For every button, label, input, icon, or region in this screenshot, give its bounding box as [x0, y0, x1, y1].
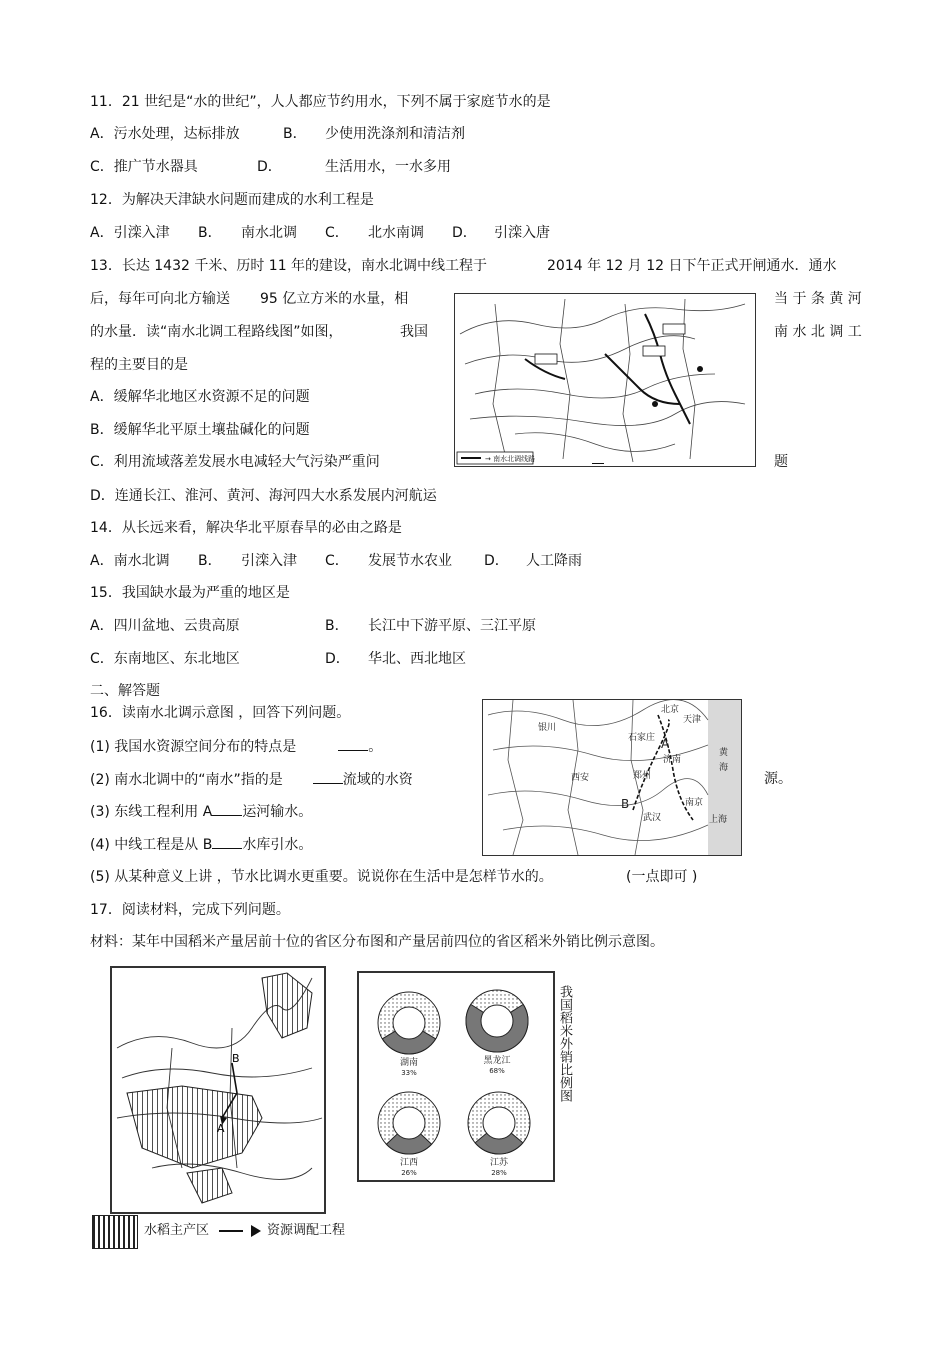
q13-option-a: A．缓解华北地区水资源不足的问题: [90, 389, 310, 405]
rice-map-label-a: A: [217, 1122, 225, 1135]
q14-option-a: A．南水北调: [90, 553, 170, 569]
q12-option-b-letter: B．: [198, 225, 222, 241]
q13-line4: 程的主要目的是: [90, 357, 188, 373]
donut-hole-1: [481, 1005, 513, 1037]
svg-text:天津: 天津: [683, 715, 702, 725]
q14-option-c-letter: C．: [325, 553, 349, 569]
q15-option-c: C．东南地区、东北地区: [90, 651, 240, 667]
q13-line2c: 当 于 条 黄 河: [774, 291, 862, 307]
q16-blank-1[interactable]: [338, 736, 368, 751]
q11-option-b: 少使用洗涤剂和清洁剂: [325, 126, 465, 142]
arrow-legend-line: [219, 1230, 243, 1232]
q17-material: 材料：某年中国稻米产量居前十位的省区分布图和产量居前四位的省区稻米外销比例示意图。: [90, 934, 664, 950]
q13-line3c: 南 水 北 调 工: [774, 324, 862, 340]
q11-option-d-letter: D．: [257, 159, 282, 175]
arrow-legend-text: 资源调配工程: [267, 1223, 346, 1238]
donut-hole-0: [393, 1007, 425, 1039]
map-legend-text: → 南水北调线路: [485, 455, 536, 463]
q13-option-b: B．缓解华北平原土壤盐碱化的问题: [90, 422, 310, 438]
donut-pct-2: 26%: [401, 1169, 417, 1177]
q13-line1: 13．长达 1432 千米、历时 11 年的建设，南水北调中线工程于: [90, 258, 488, 274]
rice-chart-side-title: 我国稻米外销比例图: [557, 985, 572, 1102]
q15-option-b: 长江中下游平原、三江平原: [368, 618, 536, 634]
map-underline: [592, 462, 604, 464]
q11-option-b-letter: B．: [283, 126, 307, 142]
q12-option-b: 南水北调: [241, 225, 297, 241]
donut-1: [466, 990, 528, 1075]
q13-line3b: 我国: [400, 324, 428, 340]
q12-option-c: 北水南调: [368, 225, 424, 241]
svg-text:黄: 黄: [719, 748, 729, 758]
q11-option-a: A．污水处理，达标排放: [90, 126, 240, 142]
svg-text:南京: 南京: [685, 798, 704, 808]
q12-option-d: 引滦入唐: [494, 225, 550, 241]
q15-option-a: A．四川盆地、云贵高原: [90, 618, 240, 634]
q16-part2: (2) 南水北调中的“南水”指的是 流域的水资: [90, 769, 413, 790]
south-north-water-route-map: [454, 293, 756, 467]
svg-text:武汉: 武汉: [643, 813, 662, 823]
q12-option-c-letter: C．: [325, 225, 349, 241]
q12-option-a: A．引滦入津: [90, 225, 170, 241]
donut-hole-3: [483, 1107, 515, 1139]
rice-export-ratio-chart: [357, 971, 555, 1182]
q14-option-d: 人工降雨: [526, 553, 582, 569]
q13-line1b: 2014 年 12 月 12 日下午正式开闸通水．通水: [547, 258, 837, 274]
svg-text:郑州: 郑州: [633, 771, 652, 781]
rice-map-label-b: B: [232, 1052, 240, 1065]
q16-stem: 16．读南水北调示意图 ，回答下列问题。: [90, 705, 351, 721]
q16-part5-hint: (一点即可 ): [626, 869, 698, 885]
donut-pct-1: 68%: [489, 1067, 505, 1075]
svg-text:北京: 北京: [661, 705, 680, 715]
section-2-title: 二、解答题: [90, 683, 160, 699]
q15-option-d: 华北、西北地区: [368, 651, 466, 667]
q13-option-d: D．连通长江、淮河、黄河、海河四大水系发展内河航运: [90, 488, 437, 504]
donut-0: [378, 992, 440, 1077]
q13-option-c: C．利用流域落差发展水电减轻大气污染严重问: [90, 454, 380, 470]
q12-option-d-letter: D．: [452, 225, 477, 241]
donut-3: [468, 1092, 530, 1177]
donut-label-0: 湖南: [399, 1058, 419, 1068]
donut-label-2: 江西: [399, 1158, 419, 1168]
q16-map: [482, 699, 742, 856]
q16-blank-3[interactable]: [212, 801, 242, 816]
q15-option-b-letter: B．: [325, 618, 349, 634]
svg-text:石家庄: 石家庄: [628, 733, 656, 743]
q15-option-d-letter: D．: [325, 651, 350, 667]
q11-option-c: C．推广节水器具: [90, 159, 198, 175]
rice-legend-swatch: [92, 1215, 138, 1249]
donut-2: [378, 1092, 440, 1177]
svg-text:海: 海: [719, 763, 729, 773]
q14-option-c: 发展节水农业: [368, 553, 452, 569]
q14-option-b: 引滦入津: [241, 553, 297, 569]
donut-pct-0: 33%: [401, 1069, 417, 1077]
q12-stem: 12．为解决天津缺水问题而建成的水利工程是: [90, 192, 374, 208]
q13-line2b: 95 亿立方米的水量，相: [260, 291, 409, 307]
svg-text:西安: 西安: [571, 773, 590, 783]
q16-part2-tail: 源。: [764, 771, 792, 787]
q11-option-d: 生活用水，一水多用: [325, 159, 451, 175]
svg-text:银川: 银川: [538, 723, 557, 733]
arrow-legend-icon: [251, 1225, 261, 1237]
q16-part3: (3) 东线工程利用 A 运河输水。: [90, 801, 312, 822]
donut-pct-3: 28%: [491, 1169, 507, 1177]
q16-blank-2[interactable]: [313, 769, 343, 784]
q16-label-a: A: [661, 737, 670, 751]
q14-option-d-letter: D．: [484, 553, 509, 569]
q16-blank-4[interactable]: [212, 834, 242, 849]
donut-label-1: 黑龙江: [483, 1056, 511, 1066]
q13-option-c-tail: 题: [774, 454, 788, 470]
donut-hole-2: [393, 1107, 425, 1139]
svg-text:济南: 济南: [663, 755, 682, 765]
q13-line3a: 的水量．读“南水北调工程路线图”如图，: [90, 324, 343, 340]
svg-text:上海: 上海: [709, 815, 728, 825]
q13-line2a: 后，每年可向北方输送: [90, 291, 230, 307]
rice-production-map: [110, 966, 326, 1214]
q15-stem: 15．我国缺水最为严重的地区是: [90, 585, 290, 601]
rice-legend-text: 水稻主产区: [144, 1223, 210, 1238]
q17-stem: 17．阅读材料，完成下列问题。: [90, 902, 290, 918]
q14-option-b-letter: B．: [198, 553, 222, 569]
q11-stem: 11．21 世纪是“水的世纪”，人人都应节约用水，下列不属于家庭节水的是: [90, 94, 551, 110]
q14-stem: 14．从长远来看，解决华北平原春旱的必由之路是: [90, 520, 402, 536]
q16-label-b: B: [621, 797, 630, 811]
donut-label-3: 江苏: [489, 1158, 509, 1168]
q16-part1: (1) 我国水资源空间分布的特点是 。: [90, 736, 382, 757]
q16-part4: (4) 中线工程是从 B 水库引水。: [90, 834, 312, 855]
q16-part5: (5) 从某种意义上讲 ，节水比调水更重要。说说你在生活中是怎样节水的。: [90, 869, 553, 885]
